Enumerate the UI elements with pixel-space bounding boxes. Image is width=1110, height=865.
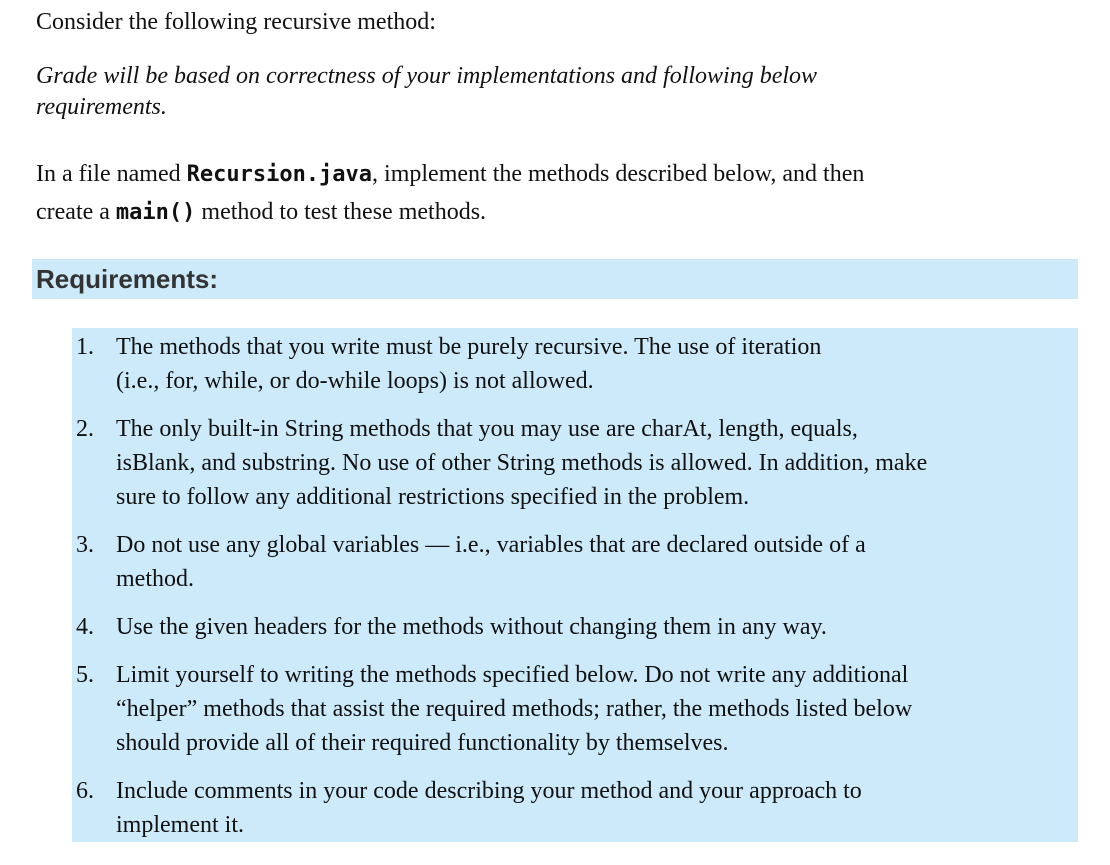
requirement-line: method.: [116, 566, 194, 592]
requirement-text: [116, 528, 866, 596]
grade-note-line-2: requirements.: [36, 94, 167, 120]
main-method-code: main(): [115, 200, 196, 225]
requirement-line: Limit yourself to writing the methods specified below. Do not write any additional: [116, 662, 909, 688]
requirements-heading-bar: [32, 259, 1078, 299]
file-instruction-suffix: , implement the methods described below, and then: [372, 161, 865, 187]
requirement-line: Include comments in your code describing your method and your approach to: [116, 778, 862, 804]
requirement-number: 5.: [76, 662, 94, 688]
file-instruction-prefix: In a file named: [36, 161, 187, 187]
requirements-list: [72, 328, 1078, 842]
requirement-line: The methods that you write must be purely recursive. The use of iteration: [116, 334, 822, 360]
requirement-text: [116, 330, 821, 398]
requirement-text: [116, 610, 827, 644]
file-name-code: Recursion.java: [186, 162, 373, 187]
requirement-line: isBlank, and substring. No use of other String methods is allowed. In addition, make: [116, 450, 928, 476]
requirement-line: (i.e., for, while, or do-while loops) is not allowed.: [116, 368, 594, 394]
requirement-text: [116, 774, 862, 842]
requirement-number: 4.: [76, 614, 94, 640]
requirement-line: Use the given headers for the methods without changing them in any way.: [116, 614, 827, 640]
requirement-line: The only built-in String methods that you may use are charAt, length, equals,: [116, 416, 858, 442]
requirements-heading: Requirements:: [36, 264, 219, 294]
intro-text: Consider the following recursive method:: [36, 9, 436, 35]
main-instruction-prefix: create a: [36, 199, 116, 225]
requirement-text: [116, 412, 927, 514]
requirement-line: Do not use any global variables — i.e., variables that are declared outside of a: [116, 532, 866, 558]
requirement-line: “helper” methods that assist the required methods; rather, the methods listed below: [116, 696, 913, 722]
requirement-number: 6.: [76, 778, 94, 804]
requirement-text: [116, 658, 912, 760]
main-instruction-suffix: method to test these methods.: [195, 199, 487, 225]
requirement-number: 2.: [76, 416, 94, 442]
grade-note-line-1: Grade will be based on correctness of your implementations and following below: [36, 63, 818, 89]
requirement-line: implement it.: [116, 812, 244, 838]
requirement-line: sure to follow any additional restrictions specified in the problem.: [116, 484, 750, 510]
requirement-number: 1.: [76, 334, 94, 360]
requirement-number: 3.: [76, 532, 94, 558]
file-instruction: [36, 158, 864, 191]
requirement-line: should provide all of their required functionality by themselves.: [116, 730, 729, 756]
main-instruction: [36, 196, 486, 229]
